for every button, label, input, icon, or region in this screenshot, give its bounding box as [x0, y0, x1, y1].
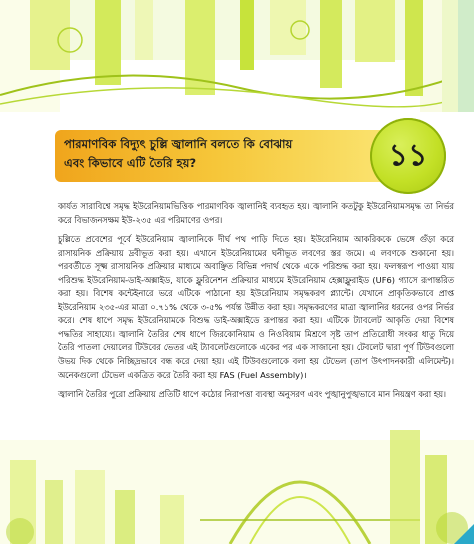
title-line-2: এবং কিভাবে এটি তৈরি হয়? — [64, 156, 197, 170]
section-number-badge — [370, 118, 446, 194]
city-bridge-bottom-illustration — [0, 400, 474, 544]
section-title — [64, 135, 364, 173]
body-text — [58, 200, 454, 408]
city-skyline-top-illustration — [0, 0, 474, 112]
section-number: ১১ — [388, 137, 428, 173]
paragraph-1: কার্যত সারাবিশ্বে সমৃদ্ধ ইউরেনিয়ামভিত্তিক পারমাণবিক জ্বালানিই ব্যবহৃত হয়। জ্বালানি কতটুকু ইউরেনিয়ামসমৃদ্ধ তা নির্ভর করে বিভাজনসক্ষম ইউ-২৩৫ এর পরিমাণের ওপর। — [58, 201, 454, 225]
title-line-1: পারমাণবিক বিদ্যুৎ চুল্লি জ্বালানি বলতে কি বোঝায় — [64, 137, 293, 151]
page-corner-fold — [454, 524, 474, 544]
paragraph-3: জ্বালানি তৈরির পুরো প্রক্রিয়ায় প্রতিটি ধাপে কঠোর নিরাপত্তা ব্যবস্থা অনুসরণ এবং পুঙ্খানুপুঙ্খভাবে মান নিয়ন্ত্রণ করা হয়। — [58, 389, 446, 400]
paragraph-2: চুল্লিতে প্রবেশের পূর্বে ইউরেনিয়াম জ্বালানিকে দীর্ঘ পথ পাড়ি দিতে হয়। ইউরেনিয়াম আকরিককে ভেঙ্গে গুঁড়া করে রাসায়নিক প্রক্রিয়ায় দ্রবীভূত করা হয়। এখানে ইউরেনিয়ামের ঘনীভূত লবণের স্তর জমে। এ লবণকে শুকানো হয়। পরবর্তীতে সূক্ষ্ম রাসায়নিক প্রক্রিয়ার মাধ্যমে অবাঞ্ছিত বিভিন্ন পদার্থ থেকে একে পরিশুদ্ধ করা হয়। ফলস্বরূপ পাওয়া যায় পরিশুদ্ধ ইউরেনিয়াম-ডাই-অক্সাইড, যাকে ফ্লুরিনেশন প্রক্রিয়ার মাধ্যমে ইউরেনিয়াম হেক্সাফ্লুরাইড (UF6) গ্যাসে রূপান্তরিত করা হয়। বিশেষ কন্টেইনারে ভরে এটিকে পাঠানো হয় ইউরেনিয়াম সমৃদ্ধকরণ প্ল্যান্টে। যেখানে প্রাকৃতিকভাবে প্রাপ্ত ইউরেনিয়াম ২৩৫-এর মাত্রা ০.৭১% থেকে ৩-৫% পর্যন্ত উন্নীত করা হয়। সমৃদ্ধকরণের মাত্রা জ্বালানির ধরনের ওপর নির্ভর করে। শেষ ধাপে সমৃদ্ধ ইউরেনিয়ামকে বিশুদ্ধ ডাই-অক্সাইডে রূপান্তর করা হয়। এটিকে ট্যাবলেট আকৃতি দেয়া বিশেষ পদ্ধতির সাহায্যে। জ্বালানি তৈরির শেষ ধাপে জিরকোনিয়াম ও নিওবিয়াম মিশ্রণে সৃষ্ট তাপ প্রতিরোধী সংকর ধাতু দিয়ে তৈরি পাতলা দেয়ালের টিউবের ভেতর এই ট্যাবলেটগুলোকে একের পর এক সাজানো হয়। টেবলেট দ্বারা পূর্ণ টিউবগুলো উভয় দিক থেকে নিচ্ছিদ্রভাবে বন্ধ করে দেয়া হয়। এই টিউবগুলোকে বলা হয় টেভেল (তাপ উৎপাদনকারী এলিমেন্ট)। অনেকগুলো টেভেল একত্রিত করে তৈরি করা হয় FAS (Fuel Assembly)। — [58, 234, 454, 380]
